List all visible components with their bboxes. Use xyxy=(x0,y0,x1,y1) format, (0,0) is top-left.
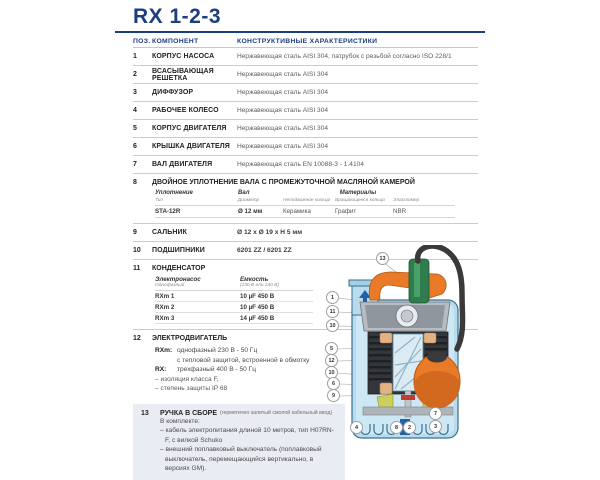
handle-item: – кабель электропитания длиной 10 метров, тип H07RN-F, с вилкой Schuko xyxy=(160,427,334,444)
handle-intro: В комплекте: xyxy=(160,417,200,425)
seal-group-materials: Материалы xyxy=(339,190,377,196)
table-row xyxy=(133,224,478,242)
pump-cutaway-diagram xyxy=(325,245,495,449)
table-row xyxy=(133,84,478,102)
row-number: 12 xyxy=(133,335,141,342)
motor-model-label: RX: xyxy=(155,366,167,373)
component-name: КОНДЕНСАТОР xyxy=(152,265,206,272)
motor-bullet: – степень защиты IP 68 xyxy=(155,385,228,392)
component-spec: Нержавеющая сталь AISI 304 xyxy=(237,143,329,150)
component-name: КОРПУС ДВИГАТЕЛЯ xyxy=(152,125,227,132)
pump-model: RXm 2 xyxy=(155,303,175,311)
handle-item: – внешний поплавковый выключатель (поплавковый выключатель, перемещающийся вертикально, в версиях GM). xyxy=(160,446,322,472)
seal-section xyxy=(133,174,478,224)
row-number: 2 xyxy=(133,71,137,78)
seal-col-elastomer: Эластомер xyxy=(393,198,420,203)
handle-note: (герметично залитый смолой кабельный ввод) xyxy=(220,410,333,416)
component-name: ДВОЙНОЕ УПЛОТНЕНИЕ ВАЛА С ПРОМЕЖУТОЧНОЙ МАСЛЯНОЙ КАМЕРОЙ xyxy=(152,179,415,186)
capacitor-value: 14 µF 450 В xyxy=(240,314,275,322)
table-row xyxy=(133,120,478,138)
component-name: ЭЛЕКТРОДВИГАТЕЛЬ xyxy=(152,335,228,342)
capacitor-value: 10 µF 450 В xyxy=(240,303,275,311)
callout-4: 4 xyxy=(350,421,363,434)
component-spec: Нержавеющая сталь AISI 304 xyxy=(237,71,329,78)
callout-2: 2 xyxy=(403,421,416,434)
row-number: 7 xyxy=(133,161,137,168)
component-spec: Нержавеющая сталь AISI 304, патрубок с резьбой согласно ISO 228/1 xyxy=(237,53,452,60)
column-header-pos: ПОЗ. xyxy=(133,38,151,45)
callout-9: 9 xyxy=(327,389,340,402)
seal-col-rotating: Вращающееся кольцо xyxy=(335,198,386,203)
table-row xyxy=(133,102,478,120)
callout-1: 1 xyxy=(326,291,339,304)
seal-col-diameter: Диаметр xyxy=(238,198,260,203)
seal-rotating-value: Графит xyxy=(335,208,357,215)
callout-3: 3 xyxy=(429,420,442,433)
title-underline xyxy=(115,31,485,33)
capacitor-subtable xyxy=(155,276,313,324)
seal-type-value: STA-12R xyxy=(155,208,181,215)
capacitor-col-pump: Электронасос xyxy=(155,276,201,283)
component-name: ПОДШИПНИКИ xyxy=(152,247,205,254)
component-spec: Нержавеющая сталь AISI 304 xyxy=(237,125,329,132)
component-spec: 6201 ZZ / 6201 ZZ xyxy=(237,247,292,254)
cable-gland xyxy=(409,259,429,303)
motor-cover xyxy=(360,302,450,331)
seal-diameter-value: Ø 12 мм xyxy=(238,208,263,215)
component-spec: Ø 12 x Ø 19 x H 5 мм xyxy=(237,229,303,236)
callout-13: 13 xyxy=(376,252,389,265)
callout-10b: 10 xyxy=(325,366,338,379)
row-number: 11 xyxy=(133,265,141,272)
callout-11: 11 xyxy=(326,305,339,318)
row-number: 1 xyxy=(133,53,137,60)
seal-group-shaft: Вал xyxy=(238,190,250,196)
motor-spec-text: однофазный 230 В - 50 Гц xyxy=(177,347,258,354)
component-name: РАБОЧЕЕ КОЛЕСО xyxy=(152,107,219,114)
table-row xyxy=(133,138,478,156)
row-number: 8 xyxy=(133,179,137,186)
table-row xyxy=(133,66,478,84)
capacitor-col-capacity-sub: (230 В или 240 В) xyxy=(240,283,279,288)
component-name: ВСАСЫВАЮЩАЯ РЕШЕТКА xyxy=(152,67,214,82)
row-number: 3 xyxy=(133,89,137,96)
component-name: РУЧКА В СБОРЕ xyxy=(160,409,217,417)
component-name: КОРПУС НАСОСА xyxy=(152,53,215,60)
row-number: 13 xyxy=(141,409,149,417)
row-number: 10 xyxy=(133,247,141,254)
seal-elastomer-value: NBR xyxy=(393,208,407,215)
component-name: САЛЬНИК xyxy=(152,229,188,236)
motor-bullet: – изоляция класса F, xyxy=(155,375,219,383)
motor-spec-text: трехфазный 400 В - 50 Гц xyxy=(177,366,256,373)
capacitor-row xyxy=(155,302,313,313)
callout-5: 5 xyxy=(325,342,338,355)
column-header-specs: КОНСТРУКТИВНЫЕ ХАРАКТЕРИСТИКИ xyxy=(237,38,378,45)
row-number: 4 xyxy=(133,107,137,114)
carry-handle xyxy=(369,272,446,300)
row-number: 9 xyxy=(133,229,137,236)
callout-8: 8 xyxy=(390,421,403,434)
row-number: 5 xyxy=(133,125,137,132)
seal-stationary-value: Керамика xyxy=(283,208,311,215)
callout-10: 10 xyxy=(326,319,339,332)
seal-col-stationary: Неподвижное кольцо xyxy=(283,198,331,203)
seal-subtable xyxy=(155,190,455,218)
handle-section xyxy=(133,404,345,480)
seal-col-type: Тип xyxy=(155,198,164,203)
component-spec: Нержавеющая сталь EN 10088-3 - 1.4104 xyxy=(237,161,364,168)
capacitor-value: 10 µF 450 В xyxy=(240,292,275,300)
callout-12: 12 xyxy=(325,354,338,367)
capacitor-col-capacity: Емкость xyxy=(240,276,269,283)
capacitor-row xyxy=(155,291,313,302)
component-spec: Нержавеющая сталь AISI 304 xyxy=(237,107,329,114)
pump-model: RXm 1 xyxy=(155,292,175,300)
table-header xyxy=(133,38,478,45)
component-name: ВАЛ ДВИГАТЕЛЯ xyxy=(152,161,213,168)
motor-spec-text: с тепловой защитой, встроенной в обмотку xyxy=(177,356,310,364)
row-number: 6 xyxy=(133,143,137,150)
component-spec: Нержавеющая сталь AISI 304 xyxy=(237,89,329,96)
seal-group-seal: Уплотнение xyxy=(155,190,193,196)
column-header-component: КОМПОНЕНТ xyxy=(152,38,199,45)
component-name: ДИФФУЗОР xyxy=(152,89,194,96)
table-row xyxy=(133,156,478,174)
capacitor-row xyxy=(155,313,313,324)
motor-model-label: RXm: xyxy=(155,347,173,354)
capacitor-col-pump-sub: Однофазный xyxy=(155,283,185,288)
page-title: RX 1-2-3 xyxy=(133,5,222,28)
table-row xyxy=(133,48,478,66)
callout-7: 7 xyxy=(429,407,442,420)
pump-model: RXm 3 xyxy=(155,314,175,322)
component-name: КРЫШКА ДВИГАТЕЛЯ xyxy=(152,143,230,150)
callout-6: 6 xyxy=(327,377,340,390)
